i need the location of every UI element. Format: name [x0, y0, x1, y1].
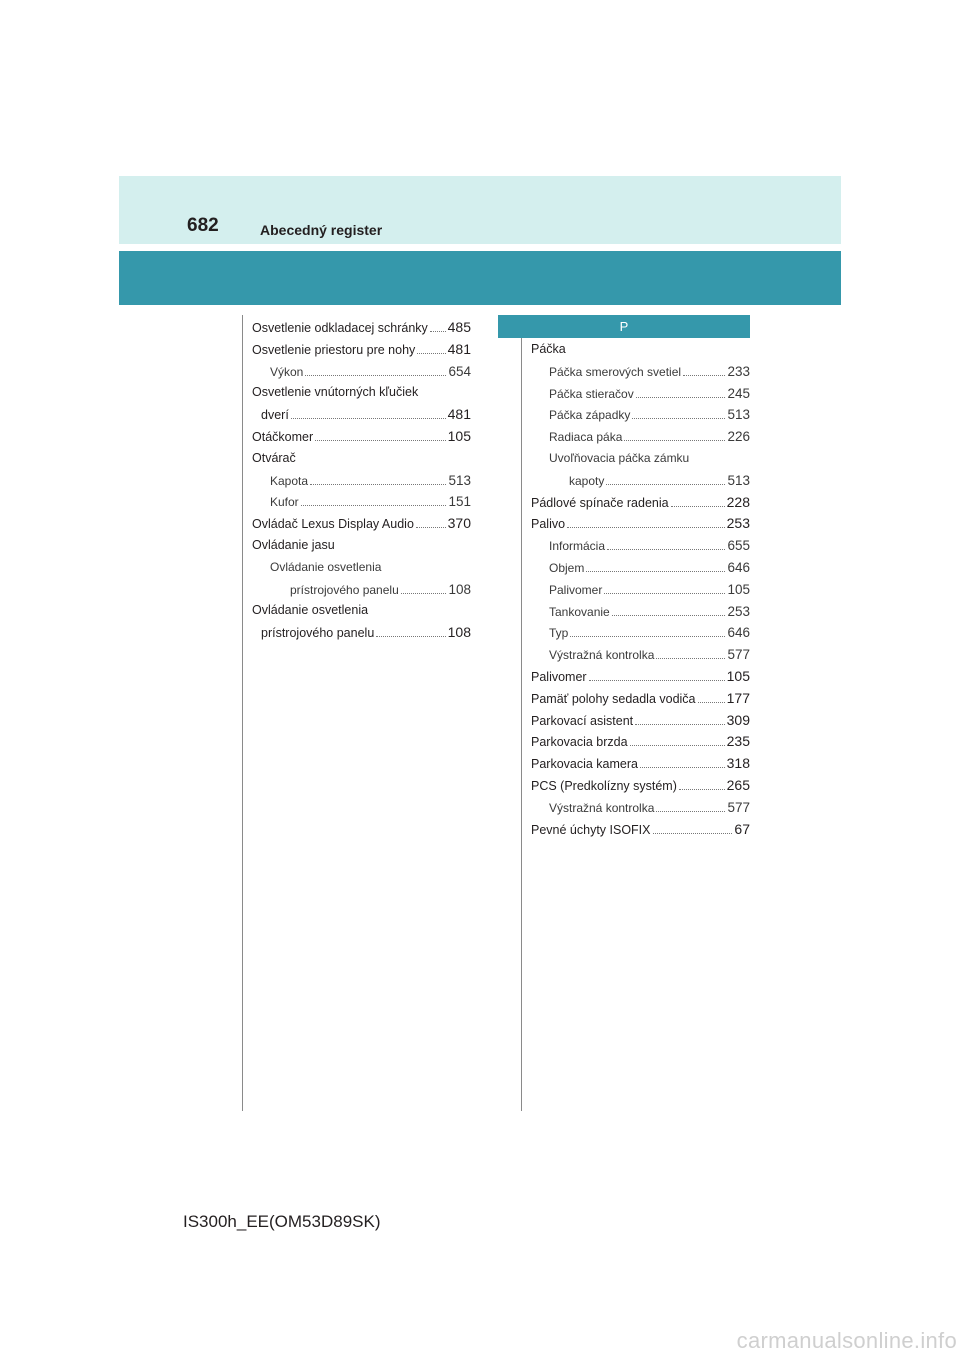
dot-leader [401, 593, 447, 594]
page-reference-link[interactable]: 577 [727, 799, 750, 815]
index-entry [531, 361, 750, 383]
page-reference-link[interactable]: 513 [727, 472, 750, 488]
index-term: Kufor [270, 495, 299, 510]
index-entry [531, 579, 750, 601]
index-entry [531, 753, 750, 775]
dot-leader [315, 440, 446, 441]
left-column-rule [242, 315, 243, 1111]
index-term: Palivomer [549, 582, 603, 597]
index-term: Uvoľňovacia páčka zámku [549, 450, 690, 465]
dot-leader [301, 505, 447, 506]
page-reference-link[interactable]: 105 [727, 581, 750, 597]
dot-leader [589, 680, 725, 681]
page-reference-link[interactable]: 265 [726, 776, 750, 793]
index-entry [531, 535, 750, 557]
index-term: Otáčkomer [252, 429, 314, 444]
index-term: Radiaca páka [549, 430, 623, 445]
page-reference-link[interactable]: 481 [447, 340, 471, 357]
page-reference-link[interactable]: 309 [726, 711, 750, 728]
index-entry [252, 339, 471, 361]
dot-leader [604, 593, 725, 594]
index-entry [252, 361, 471, 383]
page-reference-link[interactable]: 245 [727, 385, 750, 401]
index-term: Kapota [270, 473, 309, 488]
index-entry [531, 622, 750, 644]
page-reference-link[interactable]: 577 [727, 647, 750, 663]
index-entry [531, 339, 750, 361]
index-entry [531, 644, 750, 666]
page-reference-link[interactable]: 105 [447, 427, 471, 444]
index-entry [531, 383, 750, 405]
section-title: Abecedný register [260, 222, 383, 238]
page-reference-link[interactable]: 151 [448, 494, 471, 510]
index-entry [252, 513, 471, 535]
index-entry [252, 600, 471, 622]
index-term: Pevné úchyty ISOFIX [531, 822, 651, 837]
page-reference-link[interactable]: 233 [727, 363, 750, 379]
dot-leader [417, 353, 445, 354]
index-term: Výstražná kontrolka [549, 800, 655, 815]
dot-leader [305, 375, 446, 376]
index-term: Ovládač Lexus Display Audio [252, 517, 414, 532]
index-term: Ovládanie osvetlenia [252, 603, 369, 618]
index-term: Objem [549, 560, 585, 575]
section-letter-bar: P [498, 315, 750, 338]
index-entry [531, 797, 750, 819]
index-entry [531, 448, 750, 470]
page-reference-link[interactable]: 481 [447, 406, 471, 423]
dot-leader [635, 724, 725, 725]
index-term: Otvárač [252, 450, 296, 465]
index-term: Páčka smerových svetiel [549, 364, 682, 379]
index-term: Informácia [549, 539, 606, 554]
index-term: Osvetlenie vnútorných kľučiek [252, 385, 419, 400]
index-entry [252, 470, 471, 492]
index-term: Výkon [270, 364, 304, 379]
index-entry [531, 601, 750, 623]
index-entry [252, 535, 471, 557]
dot-leader [656, 811, 725, 812]
header-band [119, 176, 841, 244]
index-entry [531, 492, 750, 514]
index-column-left [252, 317, 471, 644]
index-term: Ovládanie osvetlenia [270, 559, 382, 574]
index-term: prístrojového panelu [290, 582, 399, 597]
dot-leader [570, 636, 725, 637]
index-entry [252, 557, 471, 579]
page-reference-link[interactable]: 108 [448, 581, 471, 597]
index-term: PCS (Predkolízny systém) [531, 778, 677, 793]
dot-leader [310, 484, 446, 485]
dot-leader [683, 375, 725, 376]
page-reference-link[interactable]: 646 [727, 625, 750, 641]
index-entry [531, 775, 750, 797]
index-term: Páčka [531, 342, 566, 356]
index-entry [252, 579, 471, 601]
dot-leader [624, 440, 725, 441]
page-reference-link[interactable]: 485 [447, 319, 471, 335]
dot-leader [653, 833, 733, 834]
index-entry [252, 622, 471, 644]
dot-leader [586, 571, 725, 572]
page-number: 682 [187, 215, 219, 236]
index-entry [531, 819, 750, 841]
dot-leader [656, 658, 725, 659]
index-term: Výstražná kontrolka [549, 648, 655, 663]
index-term: Parkovací asistent [531, 713, 634, 728]
dot-leader [698, 702, 725, 703]
index-entry [531, 470, 750, 492]
dot-leader [567, 527, 725, 528]
model-code: IS300h_EE(OM53D89SK) [183, 1212, 381, 1231]
dot-leader [630, 745, 725, 746]
index-term: Osvetlenie priestoru pre nohy [252, 342, 416, 357]
dot-leader [612, 615, 726, 616]
index-term: Typ [549, 626, 569, 641]
page-reference-link[interactable]: 108 [447, 624, 471, 641]
page-reference-link[interactable]: 513 [448, 472, 471, 488]
index-entry [252, 426, 471, 448]
index-term: Parkovacia brzda [531, 735, 628, 750]
page-reference-link[interactable]: 235 [726, 733, 750, 750]
page-reference-link[interactable]: 655 [727, 538, 750, 554]
dot-leader [416, 527, 446, 528]
index-term: kapoty [569, 473, 605, 488]
page-reference-link[interactable]: 226 [727, 429, 750, 445]
page-reference-link[interactable]: 253 [726, 515, 750, 532]
dot-leader [606, 484, 725, 485]
index-entry [531, 404, 750, 426]
header-color-bar [119, 251, 841, 305]
page-reference-link[interactable]: 654 [448, 363, 471, 379]
page-reference-link[interactable]: 513 [727, 407, 750, 423]
index-entry [531, 666, 750, 688]
right-column-rule [521, 315, 522, 1111]
index-term: Palivomer [531, 669, 587, 684]
page-reference-link[interactable]: 370 [447, 515, 471, 532]
page-reference-link[interactable]: 177 [726, 689, 750, 706]
dot-leader [679, 789, 725, 790]
watermark: carmanualsonline.info [736, 1328, 957, 1353]
index-entry [252, 491, 471, 513]
dot-leader [376, 636, 445, 637]
index-term: Pádlové spínače radenia [531, 495, 669, 510]
index-term: Tankovanie [549, 604, 610, 619]
index-entry [531, 731, 750, 753]
page-reference-link[interactable]: 67 [734, 820, 750, 837]
dot-leader [632, 418, 725, 419]
dot-leader [607, 549, 725, 550]
page-reference-link[interactable]: 228 [726, 493, 750, 510]
index-entry [252, 317, 471, 339]
index-term: Palivo [531, 517, 566, 532]
index-entry [531, 688, 750, 710]
index-column-right [531, 339, 750, 840]
index-term: Páčka západky [549, 408, 631, 423]
index-term: dverí [261, 408, 289, 423]
page-reference-link[interactable]: 253 [727, 603, 750, 619]
index-entry [531, 557, 750, 579]
index-entry [531, 710, 750, 732]
dot-leader [291, 418, 446, 419]
dot-leader [430, 331, 446, 332]
index-entry [252, 404, 471, 426]
index-term: Páčka stieračov [549, 386, 634, 401]
index-term: Ovládanie jasu [252, 537, 335, 552]
index-term: Pamäť polohy sedadla vodiča [531, 691, 696, 706]
index-entry [531, 426, 750, 448]
index-entry [531, 513, 750, 535]
index-entry [252, 382, 471, 404]
dot-leader [671, 506, 725, 507]
index-entry [252, 448, 471, 470]
page-reference-link[interactable]: 105 [726, 667, 750, 684]
dot-leader [636, 397, 726, 398]
index-term: Parkovacia kamera [531, 757, 638, 772]
page-reference-link[interactable]: 646 [727, 559, 750, 575]
dot-leader [640, 767, 725, 768]
index-term: Osvetlenie odkladacej schránky [252, 321, 428, 335]
index-term: prístrojového panelu [261, 626, 375, 641]
page-reference-link[interactable]: 318 [726, 755, 750, 772]
